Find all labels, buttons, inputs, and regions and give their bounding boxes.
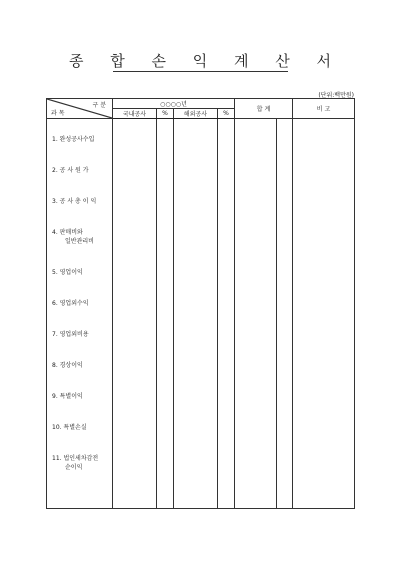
header-total: 합 계 — [235, 99, 293, 119]
account-item: 9. 특별이익 — [52, 393, 83, 400]
header-domestic: 국내공사 — [113, 109, 157, 119]
account-items-cell — [47, 119, 113, 509]
domestic-amount-column[interactable] — [113, 119, 157, 509]
remarks-column[interactable] — [293, 119, 355, 509]
title-underline — [113, 71, 288, 72]
header-remarks: 비 고 — [293, 99, 355, 119]
account-item: 5. 영업이익 — [52, 269, 83, 276]
domestic-percent-column[interactable] — [157, 119, 174, 509]
account-item: 11. 법인세차감전 순이익 — [52, 455, 99, 471]
account-item: 10. 특별손실 — [52, 424, 87, 431]
header-gubun: 구 분 — [92, 102, 106, 109]
header-domestic-percent: % — [157, 109, 174, 119]
account-item: 7. 영업외비용 — [52, 331, 89, 338]
income-statement-table — [46, 98, 355, 509]
account-item: 4. 판매비와 일반관리비 — [52, 229, 94, 245]
header-gwamok: 과 목 — [51, 110, 65, 117]
account-item: 8. 경상이익 — [52, 362, 83, 369]
overseas-percent-column[interactable] — [218, 119, 235, 509]
overseas-amount-column[interactable] — [174, 119, 218, 509]
account-item: 3. 공 사 총 이 익 — [52, 198, 97, 205]
total-sub-column[interactable] — [277, 119, 293, 509]
header-year: ○○○○년 — [113, 99, 235, 109]
account-item: 6. 영업외수익 — [52, 300, 89, 307]
total-amount-column[interactable] — [235, 119, 277, 509]
category-header-cell — [47, 99, 113, 119]
account-item: 2. 공 사 원 가 — [52, 167, 89, 174]
header-overseas-percent: % — [218, 109, 235, 119]
header-overseas: 해외공사 — [174, 109, 218, 119]
account-item: 1. 완성공사수입 — [52, 136, 95, 143]
unit-note: (단위:백만원) — [318, 92, 354, 99]
document-title: 종 합 손 익 계 산 서 — [68, 52, 343, 70]
